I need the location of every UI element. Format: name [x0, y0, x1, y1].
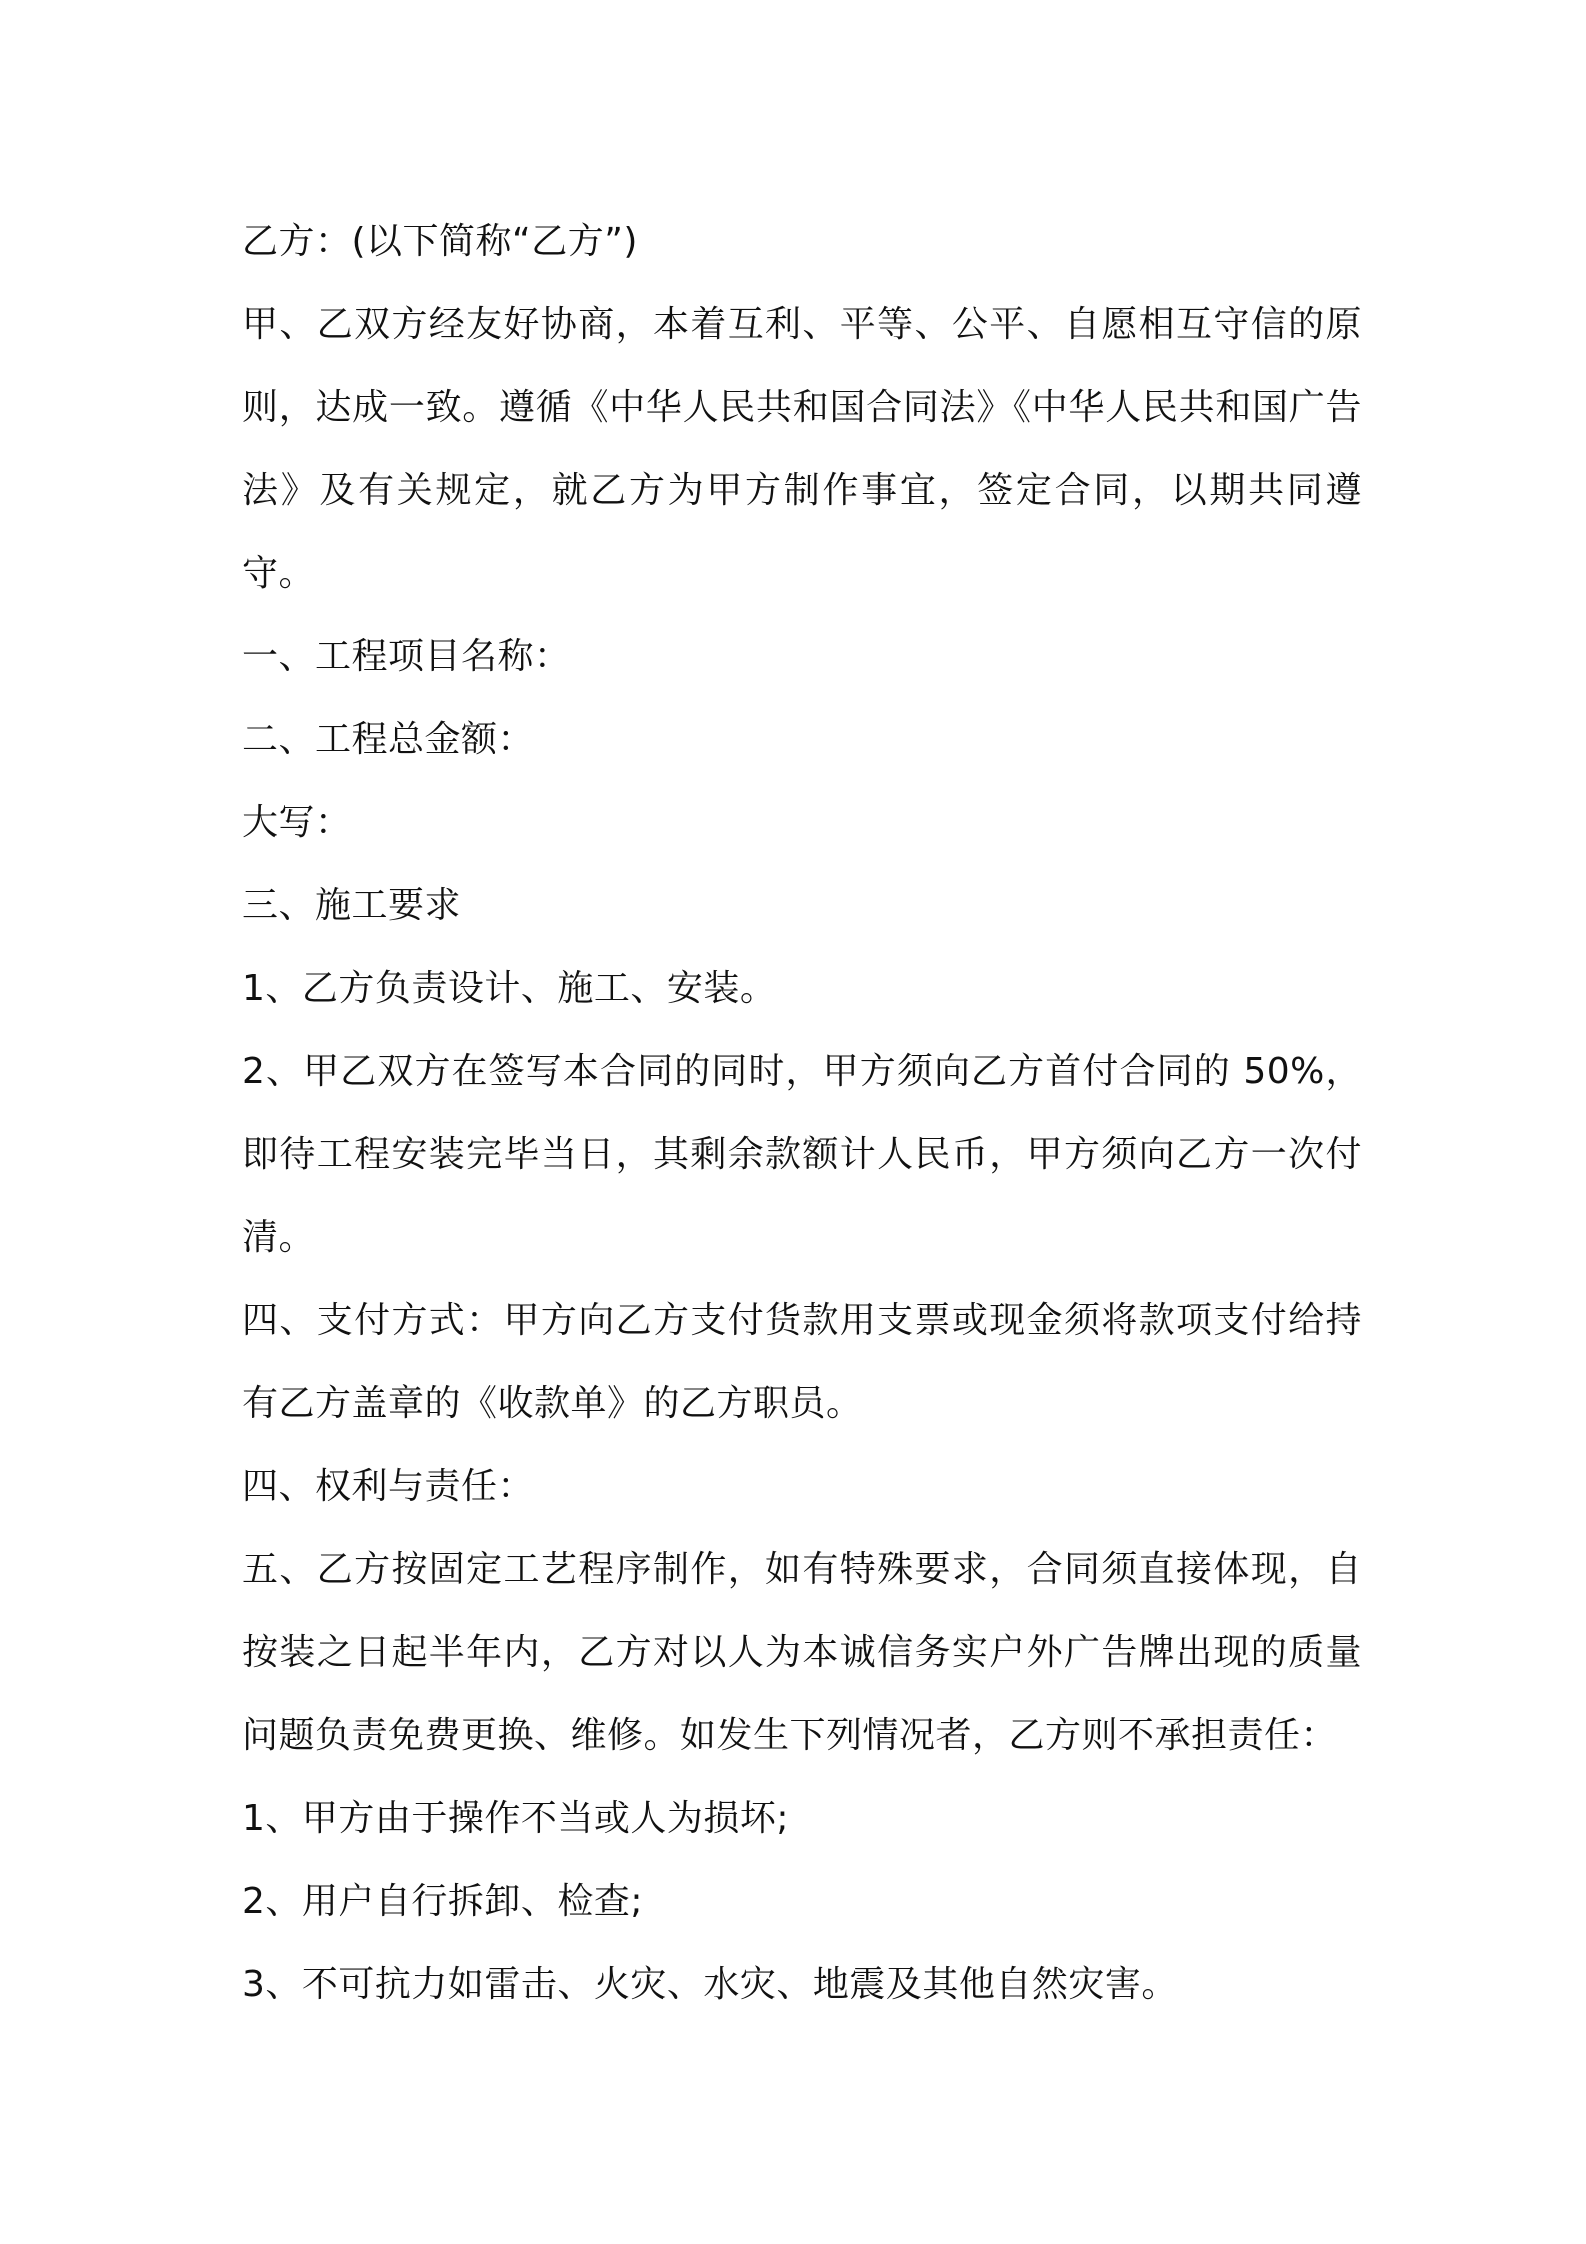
- project-name-heading: 一、工程项目名称：: [242, 636, 571, 677]
- amount-in-words-line: 大写：: [242, 802, 352, 843]
- party-b-line: 乙方：(以下简称“乙方”): [242, 221, 638, 262]
- rights-responsibilities-heading: 四、权利与责任：: [242, 1466, 535, 1507]
- document-body: [242, 200, 1362, 2026]
- construction-requirements-heading: 三、施工要求: [242, 885, 462, 926]
- payment-method-paragraph: 四、支付方式：甲方向乙方支付货款用支票或现金须将款项支付给持有乙方盖章的《收款单》的乙方职员。: [242, 1300, 1362, 1424]
- total-amount-heading: 二、工程总金额：: [242, 719, 535, 760]
- requirement-item-1: 1、乙方负责设计、施工、安装。: [242, 968, 777, 1009]
- exclusion-item-3: 3、不可抗力如雷击、火灾、水灾、地震及其他自然灾害。: [242, 1964, 1178, 2005]
- exclusion-item-2: 2、用户自行拆卸、检查;: [242, 1881, 644, 1922]
- exclusion-item-1: 1、甲方由于操作不当或人为损坏;: [242, 1798, 790, 1839]
- warranty-paragraph: 五、乙方按固定工艺程序制作，如有特殊要求，合同须直接体现，自按装之日起半年内，乙方对以人为本诚信务实户外广告牌出现的质量问题负责免费更换、维修。如发生下列情况者，乙方则不承担责任：: [242, 1549, 1362, 1756]
- requirement-item-2: 2、甲乙双方在签写本合同的同时，甲方须向乙方首付合同的 50%，即待工程安装完毕当日，其剩余款额计人民币，甲方须向乙方一次付清。: [242, 1051, 1362, 1258]
- preamble-paragraph: 甲、乙双方经友好协商，本着互利、平等、公平、自愿相互守信的原则，达成一致。遵循《中华人民共和国合同法》《中华人民共和国广告法》及有关规定，就乙方为甲方制作事宜，签定合同，以期共同遵守。: [242, 304, 1362, 594]
